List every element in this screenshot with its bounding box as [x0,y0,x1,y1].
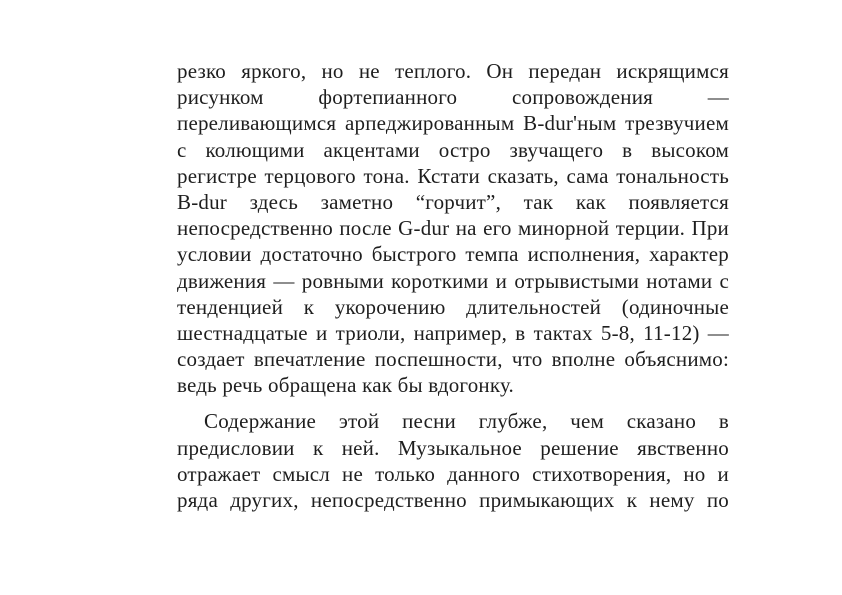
text-line: Содержание этой песни глубже, чем сказано в [204,409,729,434]
text-line: регистре терцового тона. Кстати сказать, сама тональность [177,163,729,188]
text-line: с колющими акцентами остро звучащего в высоком [177,137,729,162]
text-line: предисловии к ней. Музыкальное решение явственно [177,435,729,460]
text-line: непосредственно после G-dur на его минорной терции. При [177,216,729,241]
text-line: движения — ровными короткими и отрывистыми нотами с [177,268,729,293]
text-line: ведь речь обращена как бы вдогонку. [177,373,515,398]
text-line: условии достаточно быстрого темпа исполнения, характер [177,242,729,267]
paragraph-2 [177,408,729,513]
text-line: резко яркого, но не теплого. Он передан искрящимся [177,59,729,83]
text-line: B-dur здесь заметно “горчит”, так как появляется [177,189,729,214]
text-line: переливающимся арпеджированным B-dur'ным трезвучием [177,111,729,136]
text-line: создает впечатление поспешности, что вполне объяснимо: [177,347,729,372]
paragraph-gap [177,398,729,408]
text-line: ряда других, непосредственно примыкающих к нему по [177,488,729,512]
paragraph-1 [177,58,729,398]
body-text [177,58,729,513]
text-line: отражает смысл не только данного стихотворения, но и [177,461,729,486]
text-line: рисунком фортепианного сопровождения — [177,85,729,110]
text-line: тенденцией к укорочению длительностей (одиночные [177,294,729,319]
text-line: шестнадцатые и триоли, например, в тактах 5-8, 11-12) — [177,320,729,345]
